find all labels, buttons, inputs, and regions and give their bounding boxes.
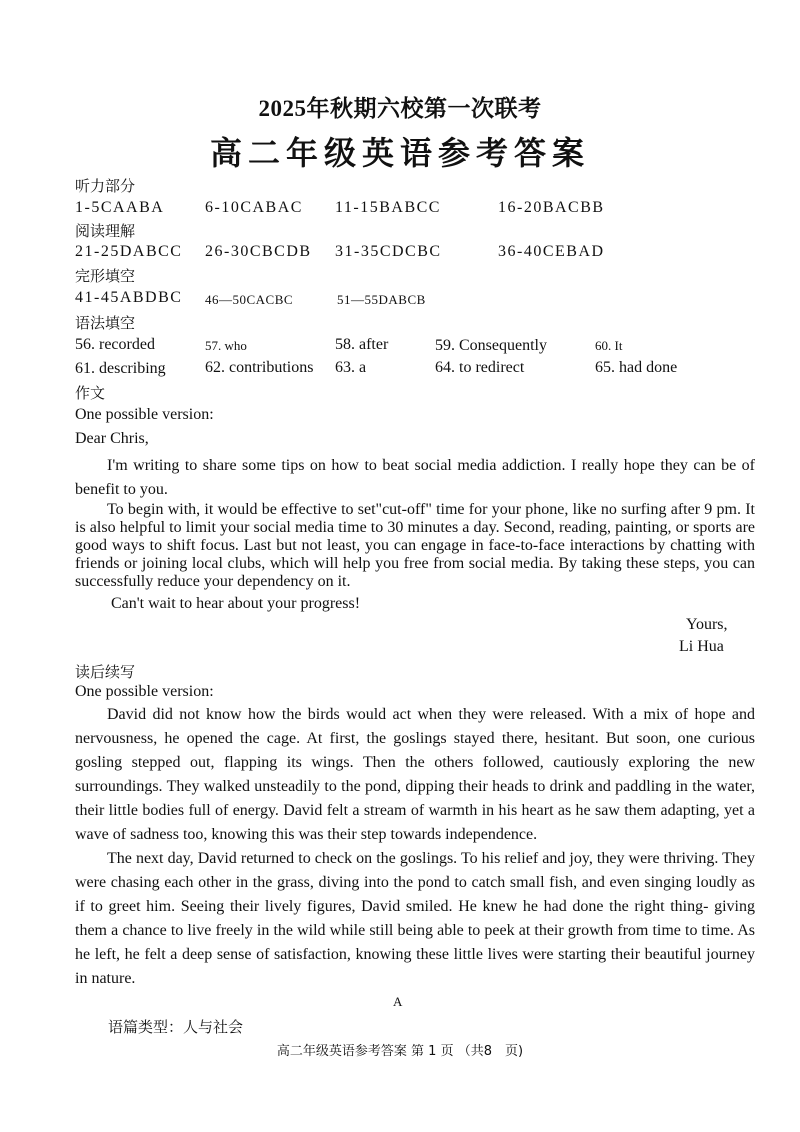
grammar-heading: 语法填空 (75, 314, 136, 332)
reading-answer: 21-25DABCC (75, 243, 183, 260)
letter-paragraph: To begin with, it would be effective to set"cut-off" time for your phone, like no surfing after 9 pm. It is also helpful to limit your social media time to 30 minutes a day. Second, reading, painting, or sports are good ways to shift focus. Last but not least, you can engage in face-to-face interactions by chatting with friends or joining local clubs, which will help you free from social media. By taking these steps, you can successfully reduce your dependency on it. (75, 501, 755, 590)
reading-answer: 26-30CBCDB (205, 243, 312, 260)
exam-title: 2025年秋期六校第一次联考 (258, 96, 542, 121)
grammar-answer: 62. contributions (205, 359, 314, 376)
letter-paragraph: I'm writing to share some tips on how to beat social media addiction. I really hope they can be of benefit to you. (75, 457, 755, 498)
cloze-answer: 46—50CACBC (205, 292, 294, 307)
grammar-answer: 59. Consequently (435, 337, 547, 354)
cloze-answer: 51—55DABCB (337, 292, 426, 307)
grammar-answer: 63. a (335, 359, 367, 376)
writing-intro: One possible version: (75, 406, 214, 423)
page-title: 高二年级英语参考答案 (209, 134, 590, 172)
reading-answer: 36-40CEBAD (498, 243, 605, 260)
listening-answer: 1-5CAABA (75, 199, 165, 216)
grammar-answer: 57. who (205, 338, 247, 353)
letter-signature: Li Hua (679, 638, 724, 655)
grammar-answer: 56. recorded (75, 336, 155, 353)
page-footer: 高二年级英语参考答案 第 1 页 （共8 页) (276, 1044, 524, 1059)
grammar-answer: 61. describing (75, 360, 166, 377)
listening-heading: 听力部分 (75, 177, 136, 195)
story-paragraph: The next day, David returned to check on the goslings. To his relief and joy, they were thriving. They were chasing each other in the grass, diving into the pond to catch small fish, and even singing loudly as if to greet him. Seeing their lively figures, David smiled. He knew he had done the right thing- giving them a chance to live freely in the wild while still being able to peek at their growth from time to time. As he left, he felt a deep sense of satisfaction, knowing these little lives were starting their beautiful journey in nature. (75, 850, 755, 987)
letter-closing: Yours, (686, 616, 728, 633)
reading-answer: 31-35CDCBC (335, 243, 442, 260)
listening-answer: 16-20BACBB (498, 199, 605, 216)
passage-label: A (393, 994, 403, 1009)
reading-heading: 阅读理解 (75, 222, 136, 240)
grammar-answer: 64. to redirect (435, 359, 525, 376)
grammar-answer: 60. It (595, 338, 623, 353)
cloze-heading: 完形填空 (75, 267, 136, 285)
continuation-heading: 读后续写 (75, 663, 136, 681)
grammar-answer: 65. had done (595, 359, 678, 376)
listening-answer: 6-10CABAC (205, 199, 303, 216)
story-paragraph: David did not know how the birds would act when they were released. With a mix of hope and nervousness, he opened the cage. At first, the goslings stayed there, hesitant. But soon, one curious gosling stepped out, flapping its wings. Then the others followed, cautiously exploring the new surroundings. They walked unsteadily to the pond, dipping their heads to drink and paddling in the water, their little bodies full of energy. David felt a stream of warmth in his heart as he saw them adapting, yet a wave of sadness too, knowing this was their step towards independence. (75, 706, 755, 843)
writing-heading: 作文 (75, 384, 106, 402)
letter-paragraph: Can't wait to hear about your progress! (111, 595, 361, 612)
listening-answer: 11-15BABCC (335, 199, 441, 216)
grammar-answer: 58. after (335, 336, 389, 353)
passage-type: 语篇类型：人与社会 (108, 1018, 244, 1036)
cloze-answer: 41-45ABDBC (75, 289, 183, 306)
letter-greeting: Dear Chris, (75, 430, 149, 447)
continuation-intro: One possible version: (75, 683, 214, 700)
